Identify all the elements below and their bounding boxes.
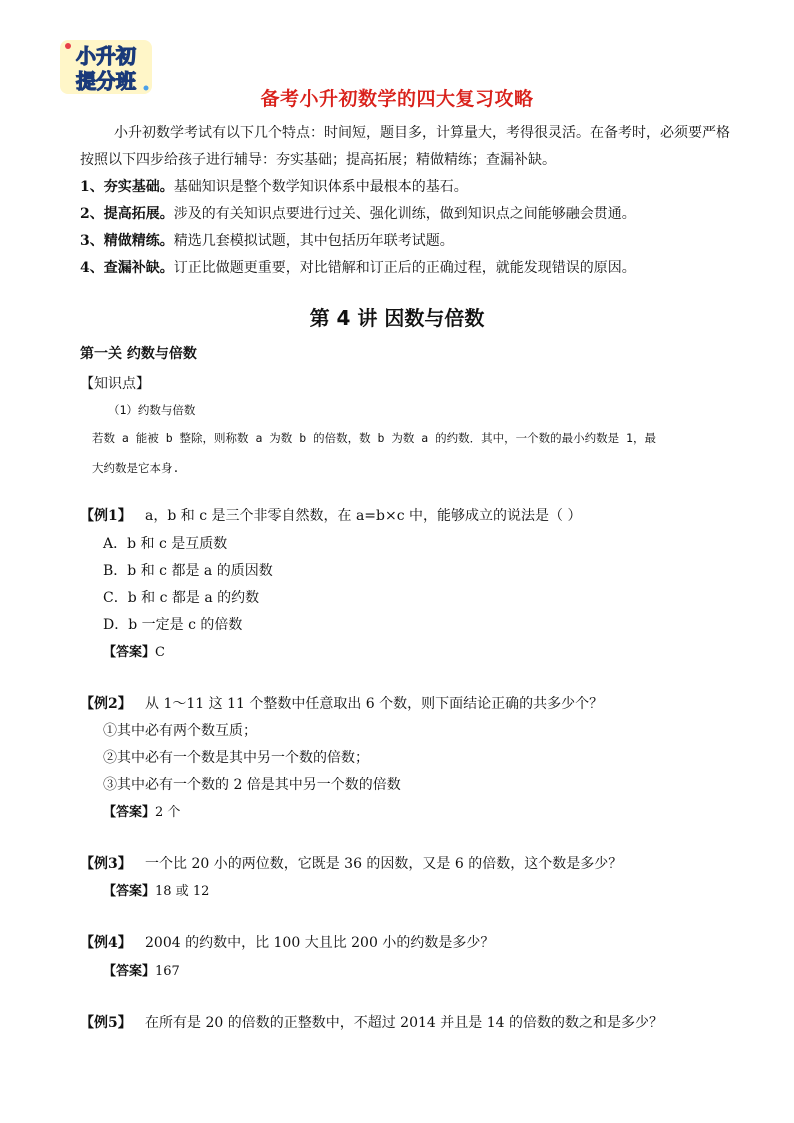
knowledge-line-2: 大约数是它本身. xyxy=(92,461,180,475)
answer-value: 167 xyxy=(155,964,180,979)
answer-value: C xyxy=(155,645,165,660)
answer xyxy=(103,641,165,660)
answer xyxy=(103,960,180,979)
answer-label: 【答案】 xyxy=(103,805,156,820)
statement-2: ②其中必有一个数是其中另一个数的倍数； xyxy=(103,750,369,766)
intro-paragraph: 小升初数学考试有以下几个特点：时间短，题目多，计算量大，考得很灵活。在备考时，必须要严格按照以下四步给孩子进行辅导：夯实基础；提高拓展；精做精练；查漏补缺。 xyxy=(80,125,730,168)
tip-label: 1、夯实基础。 xyxy=(80,179,174,195)
answer xyxy=(103,801,180,820)
tip-label: 2、提高拓展。 xyxy=(80,206,174,222)
tip-text: 涉及的有关知识点要进行过关、强化训练，做到知识点之间能够融会贯通。 xyxy=(173,206,636,222)
example-question: 2004 的约数中，比 100 大且比 200 小的约数是多少？ xyxy=(145,935,495,951)
example-label: 【例1】 xyxy=(80,508,132,524)
tip-text: 基础知识是整个数学知识体系中最根本的基石。 xyxy=(173,179,468,195)
tip-label: 4、查漏补缺。 xyxy=(80,260,174,276)
knowledge-line-1: 若数 a 能被 b 整除，则称数 a 为数 b 的倍数，数 b 为数 a 的约数．其中，一个数的最小约数是 1，最 xyxy=(92,431,656,445)
answer-label: 【答案】 xyxy=(103,645,156,660)
example-label: 【例4】 xyxy=(80,935,132,951)
example-question: a，b 和 c 是三个非零自然数，在 a=b×c 中，能够成立的说法是（ ） xyxy=(145,508,582,524)
tip-2 xyxy=(80,203,636,223)
page-title: 备考小升初数学的四大复习攻略 xyxy=(260,88,534,110)
answer-value: 2 个 xyxy=(155,805,181,820)
tip-label: 3、精做精练。 xyxy=(80,233,174,249)
example-label: 【例3】 xyxy=(80,856,132,872)
knowledge-subtitle: （1）约数与倍数 xyxy=(108,403,196,417)
option-b: B．b 和 c 都是 a 的质因数 xyxy=(103,563,273,579)
example-question: 从 1～11 这 11 个整数中任意取出 6 个数，则下面结论正确的共多少个？ xyxy=(145,696,604,712)
tip-3 xyxy=(80,230,454,250)
answer-value: 18 或 12 xyxy=(155,884,210,899)
option-c: C．b 和 c 都是 a 的约数 xyxy=(103,590,260,606)
answer-label: 【答案】 xyxy=(103,884,156,899)
option-d: D．b 一定是 c 的倍数 xyxy=(103,617,243,633)
svg-text:提分班: 提分班 xyxy=(76,69,136,93)
example-label: 【例5】 xyxy=(80,1015,132,1031)
example-label: 【例2】 xyxy=(80,696,132,712)
lecture-title: 第 4 讲 因数与倍数 xyxy=(309,306,485,330)
answer-label: 【答案】 xyxy=(103,964,156,979)
statement-1: ①其中必有两个数互质； xyxy=(103,723,257,739)
tip-text: 订正比做题更重要，对比错解和订正后的正确过程，就能发现错误的原因。 xyxy=(173,260,636,276)
knowledge-label: 【知识点】 xyxy=(80,376,150,392)
example-question: 在所有是 20 的倍数的正整数中，不超过 2014 并且是 14 的倍数的数之和是多少？ xyxy=(145,1015,663,1031)
option-a: A．b 和 c 是互质数 xyxy=(103,536,228,552)
answer xyxy=(103,880,209,899)
tip-text: 精选几套模拟试题，其中包括历年联考试题。 xyxy=(173,233,454,249)
tip-1 xyxy=(80,176,468,196)
section-title: 第一关 约数与倍数 xyxy=(80,346,197,362)
svg-text:小升初: 小升初 xyxy=(76,44,136,68)
statement-3: ③其中必有一个数的 2 倍是其中另一个数的倍数 xyxy=(103,777,401,793)
example-question: 一个比 20 小的两位数，它既是 36 的因数，又是 6 的倍数，这个数是多少？ xyxy=(145,856,623,872)
tip-4 xyxy=(80,257,636,277)
